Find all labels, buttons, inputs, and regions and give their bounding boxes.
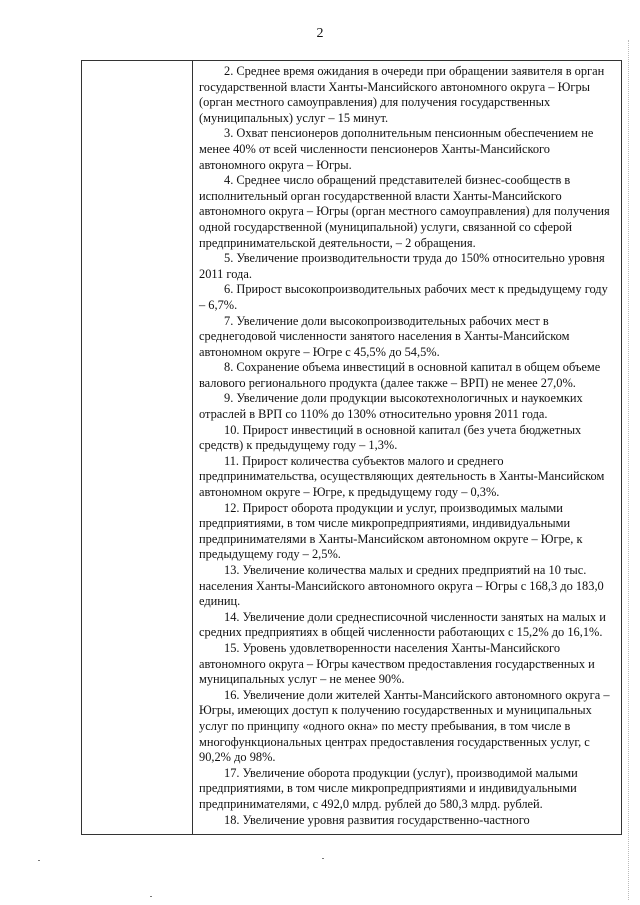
list-item: 18. Увеличение уровня развития государственно-частного	[224, 812, 530, 827]
list-item: 3. Охват пенсионеров дополнительным пенсионным обеспечением не менее 40% от всей численности пенсионеров Ханты-Мансийского автономного округа – Югры.	[199, 126, 594, 172]
list-item: 6. Прирост высокопроизводительных рабочих мест к предыдущему году – 6,7%.	[199, 282, 608, 312]
list-item: 11. Прирост количества субъектов малого и среднего предпринимательства, осуществляющих деятельность в Ханты-Мансийском автономном округе – Югре, к предыдущему году – 0,3%.	[199, 453, 605, 500]
document-table	[81, 60, 622, 835]
list-item: 12. Прирост оборота продукции и услуг, производимых малыми предприятиями, в том числе микропредприятиями, индивидуальными предпринимателями в Ханты-Мансийском автономном округе – Югре, к предыдущему году – 2,5%.	[199, 500, 583, 562]
list-item: 10. Прирост инвестиций в основной капитал (без учета бюджетных средств) к предыдущему году – 1,3%.	[199, 422, 582, 453]
list-item: 8. Сохранение объема инвестиций в основной капитал в общем объеме валового регионального продукта (далее также – ВРП) не менее 27,0%.	[199, 360, 601, 390]
page-number: 2	[316, 26, 324, 41]
list-item: 5. Увеличение производительности труда до 150% относительно уровня 2011 года.	[199, 251, 605, 281]
list-item: 7. Увеличение доли высокопроизводительных рабочих мест в среднегодовой численности занятого населения в Ханты-Мансийском автономном округе – Югре с 45,5% до 54,5%.	[199, 313, 570, 359]
scan-speck	[38, 860, 40, 861]
list-item: 4. Среднее число обращений представителей бизнес-сообществ в исполнительный орган государственной власти Ханты-Мансийского автономного округа – Югры (орган местного самоуправления) для получения одной государственной (муниципальной) услуги, связанной со сферой предпринимательской деятельности, – 2 обращения.	[199, 173, 610, 250]
list-item: 2. Среднее время ожидания в очереди при обращении заявителя в орган государственной власти Ханты-Мансийского автономного округа – Югры (орган местного самоуправления) для получения государственных (муниципальных) услуг – 15 минут.	[199, 64, 605, 125]
table-content-cell	[199, 64, 613, 828]
list-item: 15. Уровень удовлетворенности населения Ханты-Мансийского автономного округа – Югры качеством предоставления государственных и муниципальных услуг – не менее 90%.	[199, 640, 595, 687]
scan-speck	[322, 858, 324, 859]
list-item: 13. Увеличение количества малых и средних предприятий на 10 тыс. населения Ханты-Мансийского автономного округа – Югры с 168,3 до 183,0 единиц.	[199, 563, 604, 609]
list-item: 17. Увеличение оборота продукции (услуг), производимой малыми предприятиями, в том числе микропредприятиями и индивидуальными предпринимателями, с 492,0 млрд. рублей до 580,3 млрд. рублей.	[199, 765, 578, 811]
list-item: 16. Увеличение доли жителей Ханты-Мансийского автономного округа – Югры, имеющих доступ к получению государственных и муниципальных услуг по принципу «одного окна» по месту пребывания, в том числе в многофункциональных центрах предоставления государственных услуг, с 90,2% до 98%.	[199, 687, 610, 765]
column-divider	[192, 61, 193, 834]
scan-edge-mark	[628, 40, 633, 900]
list-item: 14. Увеличение доли среднесписочной численности занятых на малых и средних предприятиях в общей численности работающих с 15,2% до 16,1%.	[199, 609, 606, 640]
list-item: 9. Увеличение доли продукции высокотехнологичных и наукоемких отраслей в ВРП со 110% до 130% относительно уровня 2011 года.	[199, 391, 583, 422]
scan-speck	[150, 896, 152, 897]
